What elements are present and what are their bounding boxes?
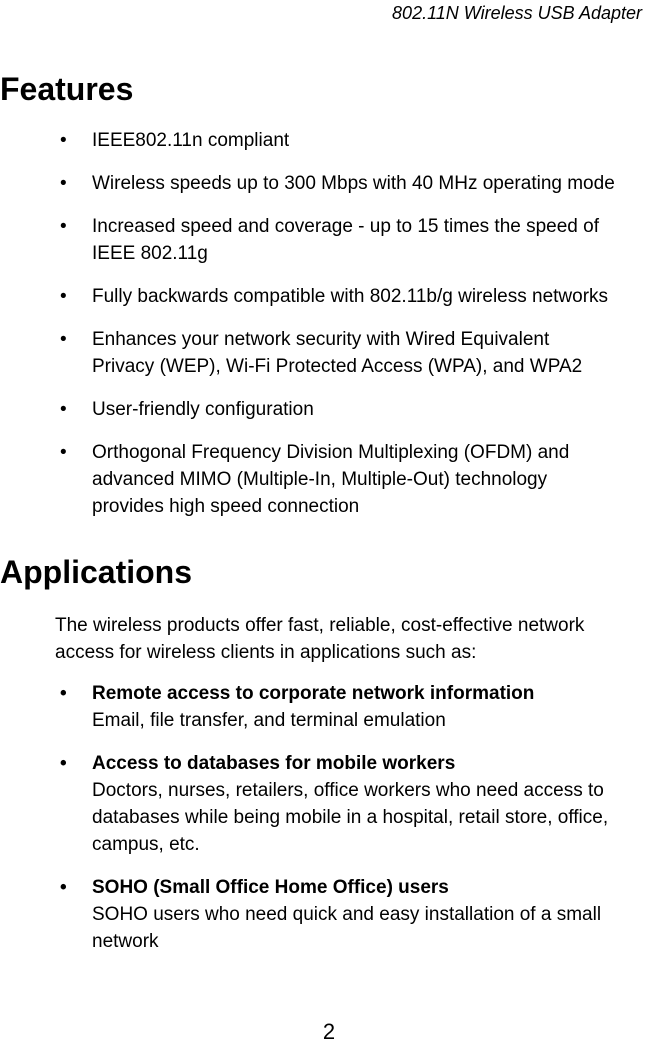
bullet: • [60,173,67,194]
item-text: Wireless speeds up to 300 Mbps with 40 MHz operating mode [92,173,615,194]
page-number: 2 [322,1019,336,1044]
list-item [0,283,658,310]
list-item [0,680,658,734]
item-text: Fully backwards compatible with 802.11b/g wireless networks [92,286,609,307]
item-text: Enhances your network security with Wired Equivalent [92,329,550,350]
item-title: Remote access to corporate network information [92,683,535,704]
features-list [0,127,658,536]
bullet: • [60,683,67,704]
item-text: SOHO users who need quick and easy installation of a small [92,904,602,925]
item-text: Privacy (WEP), Wi-Fi Protected Access (WPA), and WPA2 [92,356,583,377]
item-text: databases while being mobile in a hospital, retail store, office, [92,807,609,828]
list-item [0,439,658,520]
list-item [0,874,658,955]
list-item [0,127,658,154]
applications-heading: Applications [0,554,193,590]
item-text: campus, etc. [92,834,200,855]
item-title: SOHO (Small Office Home Office) users [92,877,449,898]
list-item [0,396,658,423]
item-text: User-friendly configuration [92,399,314,420]
running-header: 802.11N Wireless USB Adapter [392,3,642,23]
features-heading: Features [0,71,134,107]
bullet: • [60,216,67,237]
item-text: Increased speed and coverage - up to 15 times the speed of [92,216,599,237]
item-title: Access to databases for mobile workers [92,753,456,774]
intro-text: access for wireless clients in applications such as: [55,642,477,663]
bullet: • [60,877,67,898]
bullet: • [60,399,67,420]
item-text: IEEE802.11n compliant [92,130,290,151]
list-item [0,750,658,858]
item-text: Orthogonal Frequency Division Multiplexing (OFDM) and [92,442,570,463]
applications-list [0,680,658,971]
applications-intro [55,612,584,666]
list-item [0,213,658,267]
item-text: network [92,931,159,952]
bullet: • [60,286,67,307]
item-text: provides high speed connection [92,496,360,517]
intro-text: The wireless products offer fast, reliable, cost-effective network [55,615,585,636]
item-text: Doctors, nurses, retailers, office workers who need access to [92,780,604,801]
list-item [0,326,658,380]
bullet: • [60,329,67,350]
item-text: advanced MIMO (Multiple-In, Multiple-Out) technology [92,469,548,490]
list-item [0,170,658,197]
item-text: Email, file transfer, and terminal emulation [92,710,446,731]
bullet: • [60,130,67,151]
bullet: • [60,753,67,774]
item-text: IEEE 802.11g [92,243,208,264]
bullet: • [60,442,67,463]
